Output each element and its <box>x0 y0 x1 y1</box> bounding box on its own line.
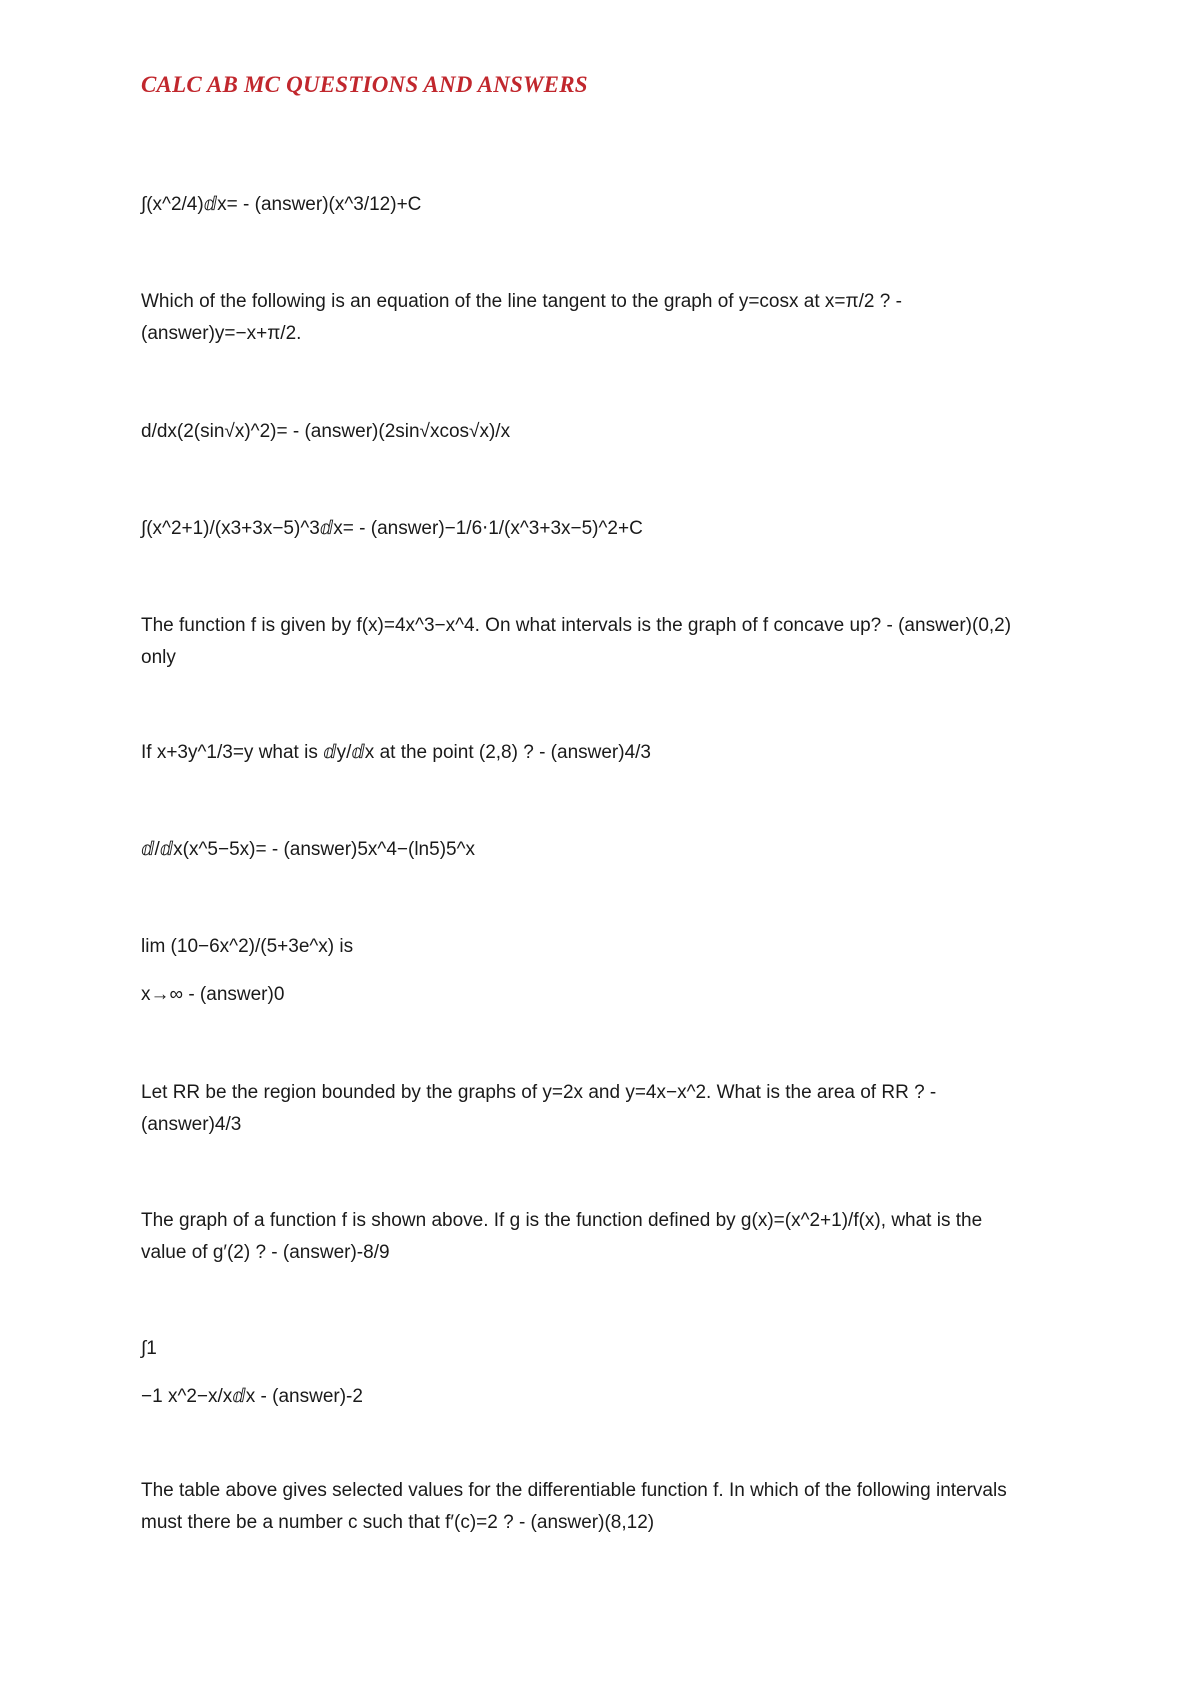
qa-text: (answer)y=−x+π/2. <box>141 323 302 344</box>
qa-text: must there be a number c such that f′(c)=2 ? - (answer)(8,12) <box>141 1512 655 1533</box>
qa-item-6 <box>141 737 1071 769</box>
qa-item-10 <box>141 1205 1071 1269</box>
qa-item-1 <box>141 189 1071 221</box>
qa-text: The function f is given by f(x)=4x^3−x^4. On what intervals is the graph of f concave up? - (answer)(0,2) <box>141 615 1012 636</box>
qa-text: only <box>141 647 176 668</box>
qa-text: d/dx(2(sin√x)^2)= - (answer)(2sin√xcos√x)/x <box>141 421 511 442</box>
qa-text: lim (10−6x^2)/(5+3e^x) is <box>141 936 354 957</box>
qa-item-5 <box>141 610 1071 674</box>
qa-text: The graph of a function f is shown above. If g is the function defined by g(x)=(x^2+1)/f(x), what is the <box>141 1210 983 1231</box>
document-title: CALC AB MC QUESTIONS AND ANSWERS <box>141 72 588 97</box>
qa-item-3 <box>141 416 1071 448</box>
qa-item-7 <box>141 834 1071 866</box>
qa-item-2 <box>141 286 1071 350</box>
qa-item-12 <box>141 1475 1071 1539</box>
qa-item-8 <box>141 931 1071 1011</box>
qa-text: ∫(x^2+1)/(x3+3x−5)^3ⅆx= - (answer)−1/6⋅1/(x^3+3x−5)^2+C <box>141 518 643 539</box>
qa-text: Let RR be the region bounded by the graphs of y=2x and y=4x−x^2. What is the area of RR ? - <box>141 1082 937 1103</box>
qa-text: ∫(x^2/4)ⅆx= - (answer)(x^3/12)+C <box>141 194 422 215</box>
qa-text: ⅆ/ⅆx(x^5−5x)= - (answer)5x^4−(ln5)5^x <box>141 839 476 860</box>
qa-text: The table above gives selected values for the differentiable function f. In which of the following intervals <box>141 1480 1007 1501</box>
qa-item-9 <box>141 1077 1071 1141</box>
qa-text: (answer)4/3 <box>141 1114 242 1135</box>
qa-text: ∫1 <box>141 1338 157 1359</box>
qa-text: Which of the following is an equation of the line tangent to the graph of y=cosx at x=π/2 ? - <box>141 291 902 312</box>
qa-text: If x+3y^1/3=y what is ⅆy/ⅆx at the point (2,8) ? - (answer)4/3 <box>141 742 651 763</box>
qa-text: x→∞ - (answer)0 <box>141 984 285 1005</box>
qa-item-11 <box>141 1333 1071 1413</box>
qa-text: −1 x^2−x/xⅆx - (answer)-2 <box>141 1386 363 1407</box>
qa-item-4 <box>141 513 1071 545</box>
qa-text: value of g′(2) ? - (answer)-8/9 <box>141 1242 390 1263</box>
